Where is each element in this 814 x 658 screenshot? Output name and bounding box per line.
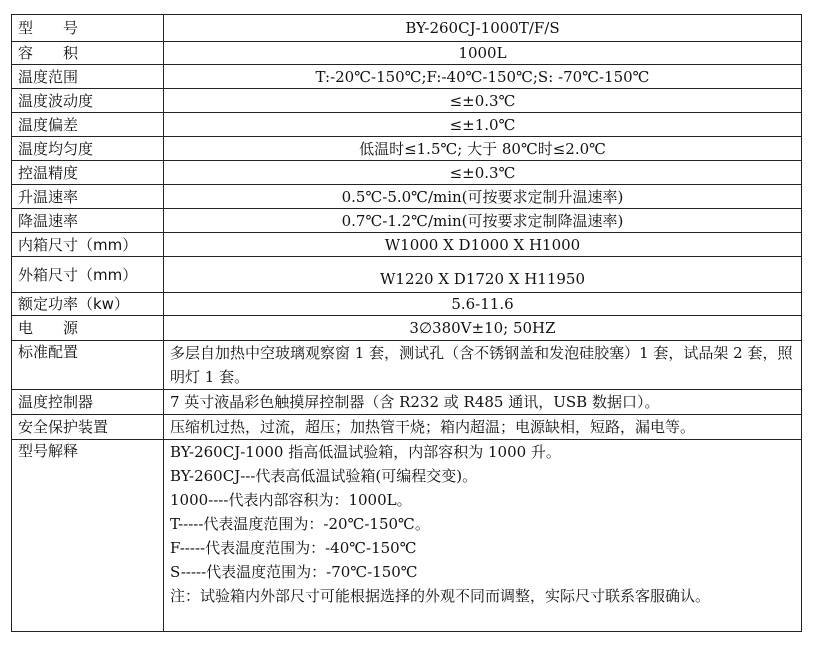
table-row (12, 137, 802, 161)
table-row (12, 257, 802, 293)
table-row (12, 113, 802, 137)
explanation-line: 注：试验箱内外部尺寸可能根据选择的外观不同而调整，实际尺寸联系客服确认。 (170, 587, 711, 605)
row-value: 0.5℃-5.0℃/min(可按要求定制升温速率) (164, 185, 802, 209)
row-label: 升温速率 (12, 185, 164, 209)
row-label: 额定功率（kw） (12, 293, 164, 316)
row-value: 3∅380V±10; 50HZ (164, 316, 802, 341)
row-value: 低温时≤1.5℃; 大于 80℃时≤2.0℃ (164, 137, 802, 161)
table-row (12, 415, 802, 440)
row-value: 0.7℃-1.2℃/min(可按要求定制降温速率) (164, 209, 802, 233)
table-row (12, 316, 802, 341)
explanation-line: S-----代表温度范围为：-70℃-150℃ (170, 563, 418, 581)
row-label: 型 号 (12, 15, 164, 42)
table-row (12, 42, 802, 65)
row-label: 安全保护装置 (12, 415, 164, 440)
explanation-line: T-----代表温度范围为：-20℃-150℃。 (170, 515, 430, 533)
row-label: 型号解释 (12, 440, 164, 632)
row-label: 标准配置 (12, 341, 164, 390)
row-label: 温度范围 (12, 65, 164, 89)
row-value: W1000 X D1000 X H1000 (164, 233, 802, 257)
row-value: ≤±0.3℃ (164, 161, 802, 185)
row-label: 温度均匀度 (12, 137, 164, 161)
table-row (12, 293, 802, 316)
row-value: W1220 X D1720 X H11950 (164, 257, 802, 293)
row-label: 内箱尺寸（mm） (12, 233, 164, 257)
explanation-line: 1000----代表内部容积为：1000L。 (170, 491, 412, 509)
table-row (12, 209, 802, 233)
row-label: 外箱尺寸（mm） (12, 257, 164, 293)
table-row (12, 15, 802, 42)
table-row (12, 341, 802, 390)
explanation-line: BY-260CJ---代表高低温试验箱(可编程交变)。 (170, 467, 478, 485)
table-row (12, 440, 802, 632)
table-row (12, 390, 802, 415)
explanation-line: BY-260CJ-1000 指高低温试验箱，内部容积为 1000 升。 (170, 443, 561, 461)
row-value: T:-20℃-150℃;F:-40℃-150℃;S: -70℃-150℃ (164, 65, 802, 89)
row-value: 1000L (164, 42, 802, 65)
row-label: 容 积 (12, 42, 164, 65)
row-label: 降温速率 (12, 209, 164, 233)
row-label: 温度波动度 (12, 89, 164, 113)
row-value (164, 440, 802, 632)
table-row (12, 161, 802, 185)
row-value: 压缩机过热，过流，超压；加热管干烧；箱内超温；电源缺相，短路，漏电等。 (164, 415, 802, 440)
table-row (12, 233, 802, 257)
table-row (12, 89, 802, 113)
row-label: 控温精度 (12, 161, 164, 185)
row-value: 5.6-11.6 (164, 293, 802, 316)
row-value: 7 英寸液晶彩色触摸屏控制器（含 R232 或 R485 通讯，USB 数据口）。 (164, 390, 802, 415)
row-value: 多层自加热中空玻璃观察窗 1 套，测试孔（含不锈钢盖和发泡硅胶塞）1 套，试品架 2 套，照明灯 1 套。 (164, 341, 802, 390)
row-value: ≤±0.3℃ (164, 89, 802, 113)
row-label: 温度偏差 (12, 113, 164, 137)
table-row (12, 185, 802, 209)
table-row (12, 65, 802, 89)
row-label: 电 源 (12, 316, 164, 341)
spec-table (11, 14, 802, 632)
explanation-line: F-----代表温度范围为：-40℃-150℃ (170, 539, 417, 557)
row-value: ≤±1.0℃ (164, 113, 802, 137)
row-value: BY-260CJ-1000T/F/S (164, 15, 802, 42)
row-label: 温度控制器 (12, 390, 164, 415)
